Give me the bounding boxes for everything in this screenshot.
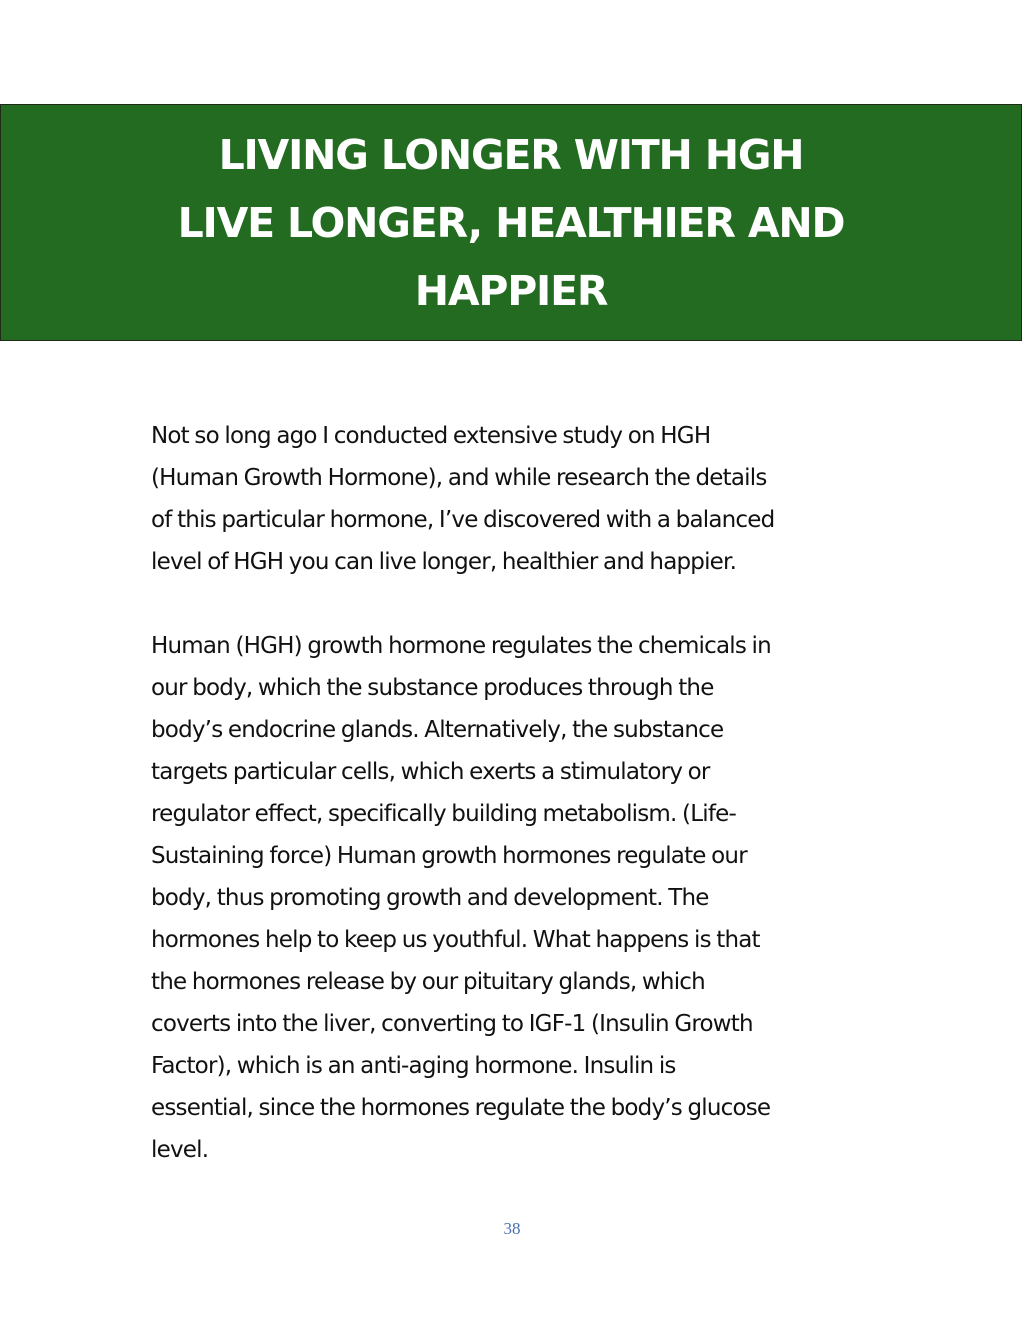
text-line: of this particular hormone, I’ve discovered with a balanced [151, 507, 775, 533]
text-line: Not so long ago I conducted extensive study on HGH [151, 423, 711, 449]
text-line: our body, which the substance produces through the [151, 675, 714, 701]
text-line: Human (HGH) growth hormone regulates the chemicals in [151, 633, 771, 659]
page-number: 38 [503, 1219, 521, 1238]
text-line: hormones help to keep us youthful. What happens is that [151, 927, 760, 953]
paragraph-intro [151, 415, 891, 583]
text-line: body, thus promoting growth and development. The [151, 885, 709, 911]
title-banner [0, 104, 1022, 341]
text-line: level of HGH you can live longer, healthier and happier. [151, 549, 737, 575]
body-text [151, 415, 891, 1213]
title-line: LIVE LONGER, HEALTHIER AND [177, 198, 845, 247]
text-line: Factor), which is an anti-aging hormone. Insulin is [151, 1053, 676, 1079]
text-line: level. [151, 1137, 209, 1163]
text-line: the hormones release by our pituitary glands, which [151, 969, 705, 995]
text-line: regulator effect, specifically building metabolism. (Life- [151, 801, 736, 827]
text-line: (Human Growth Hormone), and while research the details [151, 465, 767, 491]
text-line: body’s endocrine glands. Alternatively, the substance [151, 717, 724, 743]
title-line: LIVING LONGER WITH HGH [218, 130, 804, 179]
text-line: essential, since the hormones regulate the body’s glucose [151, 1095, 771, 1121]
title-line: HAPPIER [414, 266, 608, 315]
text-line: Sustaining force) Human growth hormones regulate our [151, 843, 747, 869]
paragraph-hgh-explanation [151, 625, 891, 1171]
text-line: targets particular cells, which exerts a stimulatory or [151, 759, 710, 785]
text-line: coverts into the liver, converting to IGF-1 (Insulin Growth [151, 1011, 753, 1037]
